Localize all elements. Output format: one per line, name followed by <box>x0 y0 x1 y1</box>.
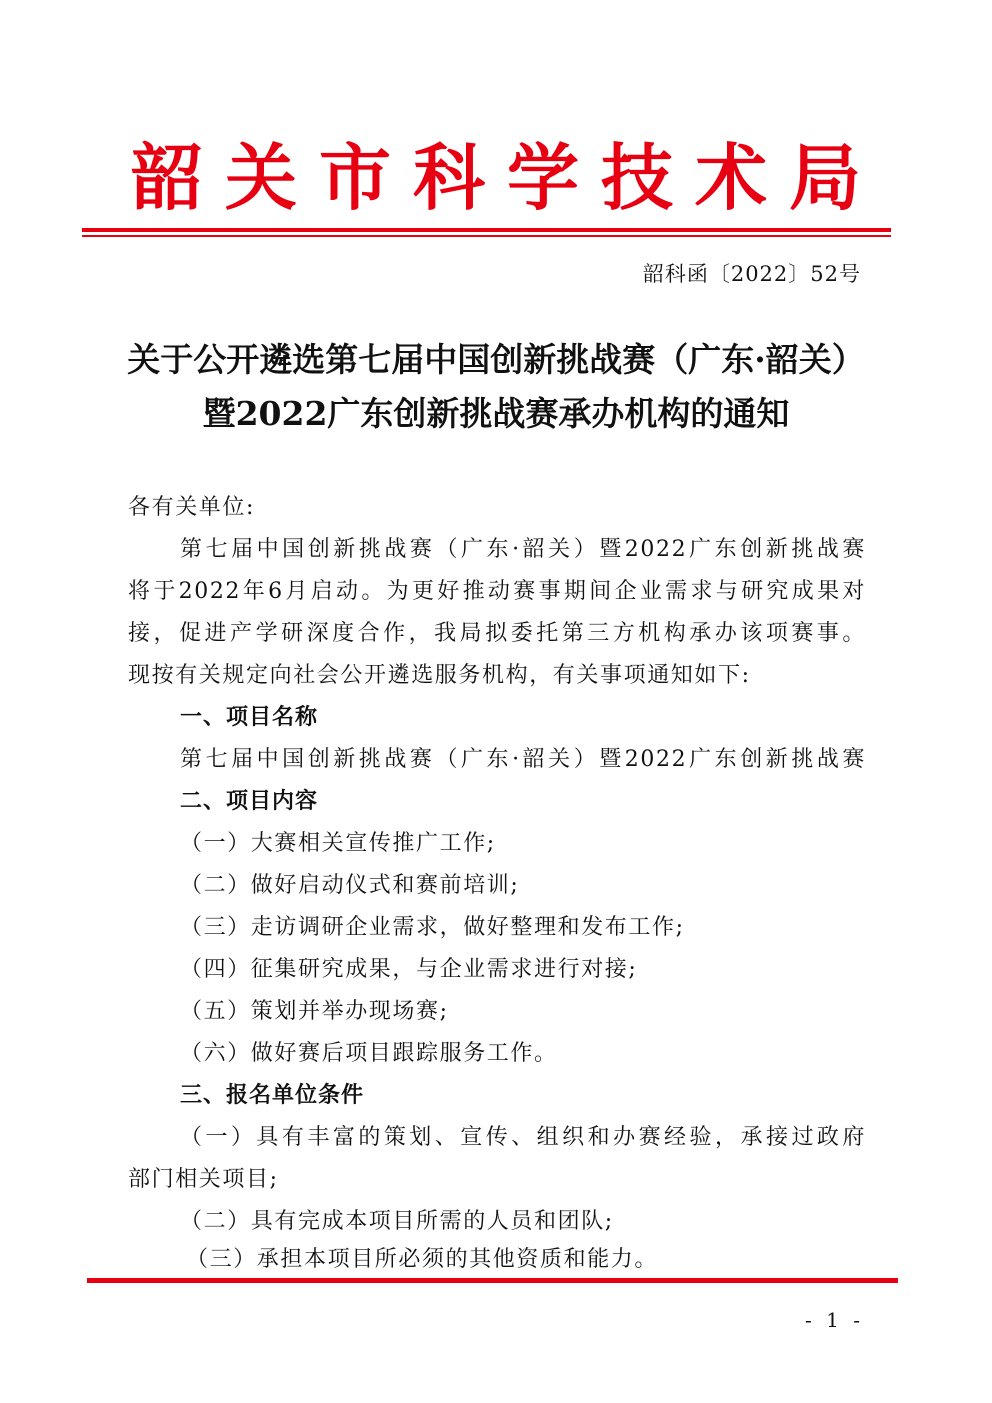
eligibility-item-1-line-1: （一）具有丰富的策划、宣传、组织和办赛经验，承接过政府 <box>180 1125 866 1150</box>
document-number: 韶科函〔2022〕52号 <box>642 262 861 286</box>
intro-line-1: 第七届中国创新挑战赛（广东·韶关）暨2022广东创新挑战赛 <box>180 537 866 562</box>
intro-line-4: 现按有关规定向社会公开遴选服务机构，有关事项通知如下: <box>128 663 751 688</box>
content-item-1: （一）大赛相关宣传推广工作; <box>180 831 496 856</box>
section-heading-eligibility: 三、报名单位条件 <box>180 1083 365 1108</box>
intro-line-2: 将于2022年6月启动。为更好推动赛事期间企业需求与研究成果对 <box>128 579 866 604</box>
content-item-5: （五）策划并举办现场赛; <box>180 999 449 1024</box>
content-item-6: （六）做好赛后项目跟踪服务工作。 <box>180 1041 558 1066</box>
document-title-line-1: 关于公开遴选第七届中国创新挑战赛（广东·韶关） <box>127 340 865 379</box>
section-heading-project-name: 一、项目名称 <box>180 705 319 730</box>
eligibility-item-2: （二）具有完成本项目所需的人员和团队; <box>180 1209 614 1234</box>
section-heading-project-content: 二、项目内容 <box>180 789 319 814</box>
salutation: 各有关单位: <box>128 495 256 520</box>
eligibility-item-3: （三）承担本项目所必须的其他资质和能力。 <box>186 1247 659 1272</box>
header-red-rule-thin <box>82 235 891 237</box>
intro-line-3: 接，促进产学研深度合作，我局拟委托第三方机构承办该项赛事。 <box>128 621 866 646</box>
eligibility-item-1-line-2: 部门相关项目; <box>128 1167 279 1192</box>
header-red-rule-thick <box>82 228 891 232</box>
content-item-3: （三）走访调研企业需求，做好整理和发布工作; <box>180 915 685 940</box>
footer-red-rule <box>87 1278 898 1283</box>
document-title-line-2: 暨2022广东创新挑战赛承办机构的通知 <box>202 394 790 433</box>
content-item-2: （二）做好启动仪式和赛前培训; <box>180 873 520 898</box>
project-name-text: 第七届中国创新挑战赛（广东·韶关）暨2022广东创新挑战赛 <box>180 747 866 772</box>
agency-letterhead: 韶关市科学技术局 <box>130 135 883 220</box>
page-number: - 1 - <box>805 1308 864 1332</box>
content-item-4: （四）征集研究成果，与企业需求进行对接; <box>180 957 638 982</box>
